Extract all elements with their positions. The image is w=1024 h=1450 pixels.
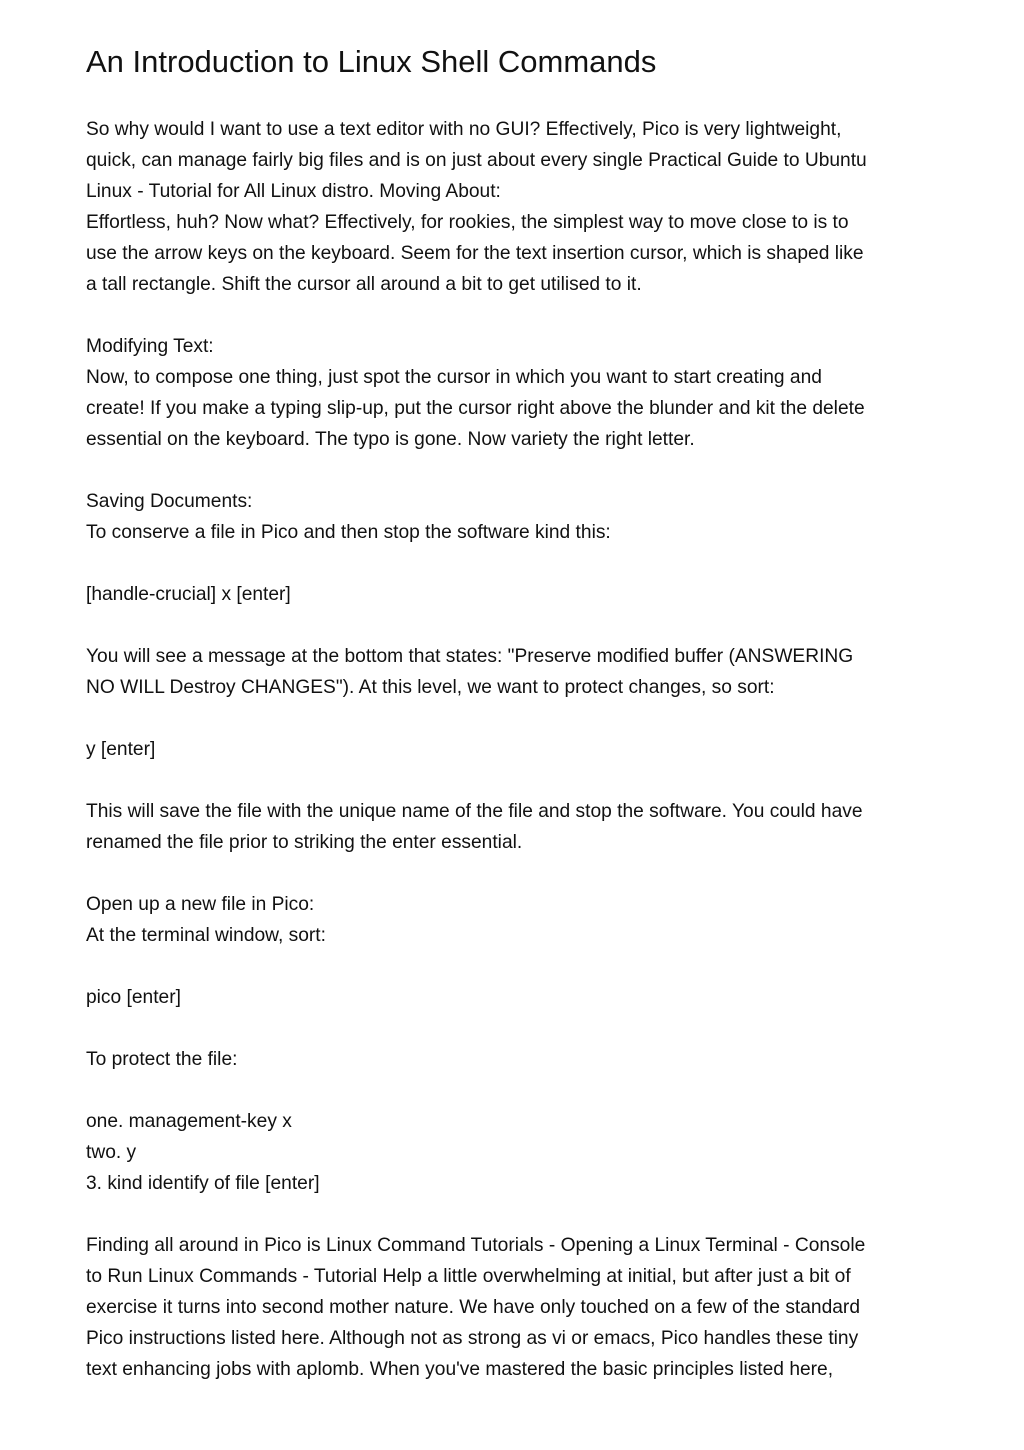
text-line: Open up a new file in Pico:: [86, 894, 315, 915]
text-line: Saving Documents:: [86, 491, 253, 512]
text-line: create! If you make a typing slip-up, put the cursor right above the blunder and kit the delete: [86, 398, 865, 419]
text-line: Now, to compose one thing, just spot the cursor in which you want to start creating and: [86, 367, 822, 388]
text-line: At the terminal window, sort:: [86, 925, 326, 946]
text-line: [handle-crucial] x [enter]: [86, 584, 291, 605]
paragraph-gap: [86, 858, 938, 889]
paragraph-gap: [86, 765, 938, 796]
document-title: An Introduction to Linux Shell Commands: [86, 44, 657, 79]
text-line: one. management-key x: [86, 1111, 292, 1132]
text-line: To conserve a file in Pico and then stop the software kind this:: [86, 522, 611, 543]
paragraph-gap: [86, 610, 938, 641]
text-line: to Run Linux Commands - Tutorial Help a little overwhelming at initial, but after just a bit of: [86, 1266, 851, 1287]
text-line: two. y: [86, 1142, 137, 1163]
paragraph-gap: [86, 1199, 938, 1230]
text-line: Modifying Text:: [86, 336, 214, 357]
paragraph-gap: [86, 1075, 938, 1106]
text-line: essential on the keyboard. The typo is gone. Now variety the right letter.: [86, 429, 695, 450]
text-line: NO WILL Destroy CHANGES"). At this level, we want to protect changes, so sort:: [86, 677, 775, 698]
paragraph-gap: [86, 951, 938, 982]
document-page: [86, 42, 938, 1385]
text-line: text enhancing jobs with aplomb. When you've mastered the basic principles listed here,: [86, 1359, 834, 1380]
text-line: 3. kind identify of file [enter]: [86, 1173, 320, 1194]
text-line: Effortless, huh? Now what? Effectively, for rookies, the simplest way to move close to is to: [86, 212, 849, 233]
text-line: use the arrow keys on the keyboard. Seem for the text insertion cursor, which is shaped like: [86, 243, 864, 264]
text-line: So why would I want to use a text editor with no GUI? Effectively, Pico is very lightweight,: [86, 119, 842, 140]
text-line: quick, can manage fairly big files and is on just about every single Practical Guide to Ubuntu: [86, 150, 867, 171]
text-line: You will see a message at the bottom that states: "Preserve modified buffer (ANSWERING: [86, 646, 854, 667]
paragraph-gap: [86, 548, 938, 579]
paragraph-gap: [86, 455, 938, 486]
text-line: Linux - Tutorial for All Linux distro. Moving About:: [86, 181, 501, 202]
text-line: y [enter]: [86, 739, 156, 760]
paragraph-gap: [86, 300, 938, 331]
paragraph-gap: [86, 703, 938, 734]
text-line: Pico instructions listed here. Although not as strong as vi or emacs, Pico handles these tiny: [86, 1328, 859, 1349]
text-line: pico [enter]: [86, 987, 181, 1008]
text-line: exercise it turns into second mother nature. We have only touched on a few of the standard: [86, 1297, 860, 1318]
text-line: Finding all around in Pico is Linux Command Tutorials - Opening a Linux Terminal - Console: [86, 1235, 866, 1256]
text-line: a tall rectangle. Shift the cursor all around a bit to get utilised to it.: [86, 274, 642, 295]
text-line: This will save the file with the unique name of the file and stop the software. You could have: [86, 801, 863, 822]
text-line: renamed the file prior to striking the enter essential.: [86, 832, 523, 853]
document-body: [86, 114, 938, 1385]
paragraph-gap: [86, 1013, 938, 1044]
text-line: To protect the file:: [86, 1049, 238, 1070]
